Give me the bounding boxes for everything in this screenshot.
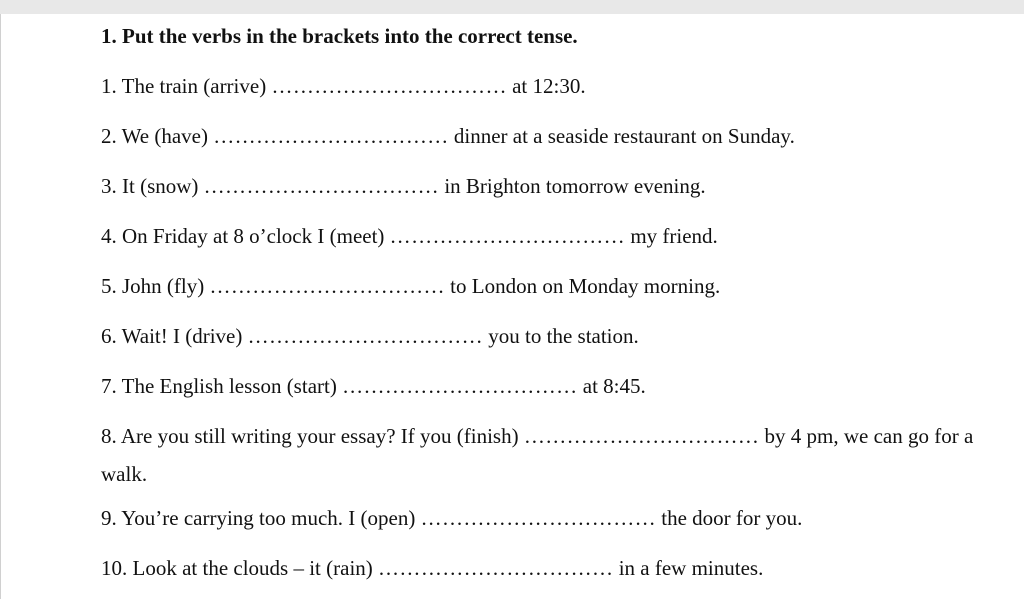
item-text-before: 5. John (fly): [101, 274, 210, 298]
item-text-before: 9. You’re carrying too much. I (open): [101, 506, 421, 530]
left-edge: [0, 14, 1, 599]
answer-blank: ……………………………: [271, 74, 507, 98]
answer-blank: ……………………………: [247, 324, 484, 348]
exercise-title: 1. Put the verbs in the brackets into the correct tense.: [101, 24, 578, 48]
exercise-item-6: [101, 322, 1001, 350]
answer-blank: ……………………………: [523, 424, 760, 448]
item-text-after: dinner at a seaside restaurant on Sunday.: [448, 124, 795, 148]
answer-blank: ……………………………: [378, 556, 614, 580]
item-text-before: 7. The English lesson (start): [101, 374, 343, 398]
answer-blank: ……………………………: [213, 124, 449, 148]
item-text-after: to London on Monday morning.: [444, 274, 721, 298]
answer-blank: ……………………………: [342, 374, 578, 398]
exercise-item-4: [101, 222, 1001, 250]
exercise-item-1: [101, 72, 1001, 100]
item-text-before: 10. Look at the clouds – it (rain): [101, 556, 379, 580]
item-text-before: 3. It (snow): [101, 174, 204, 198]
exercise-item-9: [101, 504, 1001, 532]
item-text-before: 6. Wait! I (drive): [101, 324, 248, 348]
exercise-item-8: [101, 417, 1001, 493]
item-text-before: 8. Are you still writing your essay? If you (finish): [101, 424, 524, 448]
item-text-before: 1. The train (arrive): [101, 74, 272, 98]
item-text-after: my friend.: [625, 224, 718, 248]
item-text-after: at 8:45.: [577, 374, 646, 398]
item-text-after: you to the station.: [483, 324, 639, 348]
item-text-before: 4. On Friday at 8 o’clock I (meet): [101, 224, 390, 248]
item-text-after: in a few minutes.: [613, 556, 764, 580]
exercise-item-10: [101, 554, 1001, 582]
item-text-after: by 4 pm, we can go for a walk.: [101, 424, 974, 486]
document: [101, 22, 1001, 604]
exercise-item-5: [101, 272, 1001, 300]
exercise-item-3: [101, 172, 1001, 200]
answer-blank: ……………………………: [209, 274, 445, 298]
item-text-after: the door for you.: [656, 506, 803, 530]
top-bar: [0, 0, 1024, 14]
exercise-item-2: [101, 122, 1001, 150]
exercise-item-7: [101, 372, 1001, 400]
item-text-after: in Brighton tomorrow evening.: [439, 174, 706, 198]
answer-blank: ……………………………: [389, 224, 626, 248]
item-text-after: at 12:30.: [506, 74, 586, 98]
item-text-before: 2. We (have): [101, 124, 214, 148]
answer-blank: ……………………………: [203, 174, 440, 198]
answer-blank: ……………………………: [420, 506, 656, 530]
